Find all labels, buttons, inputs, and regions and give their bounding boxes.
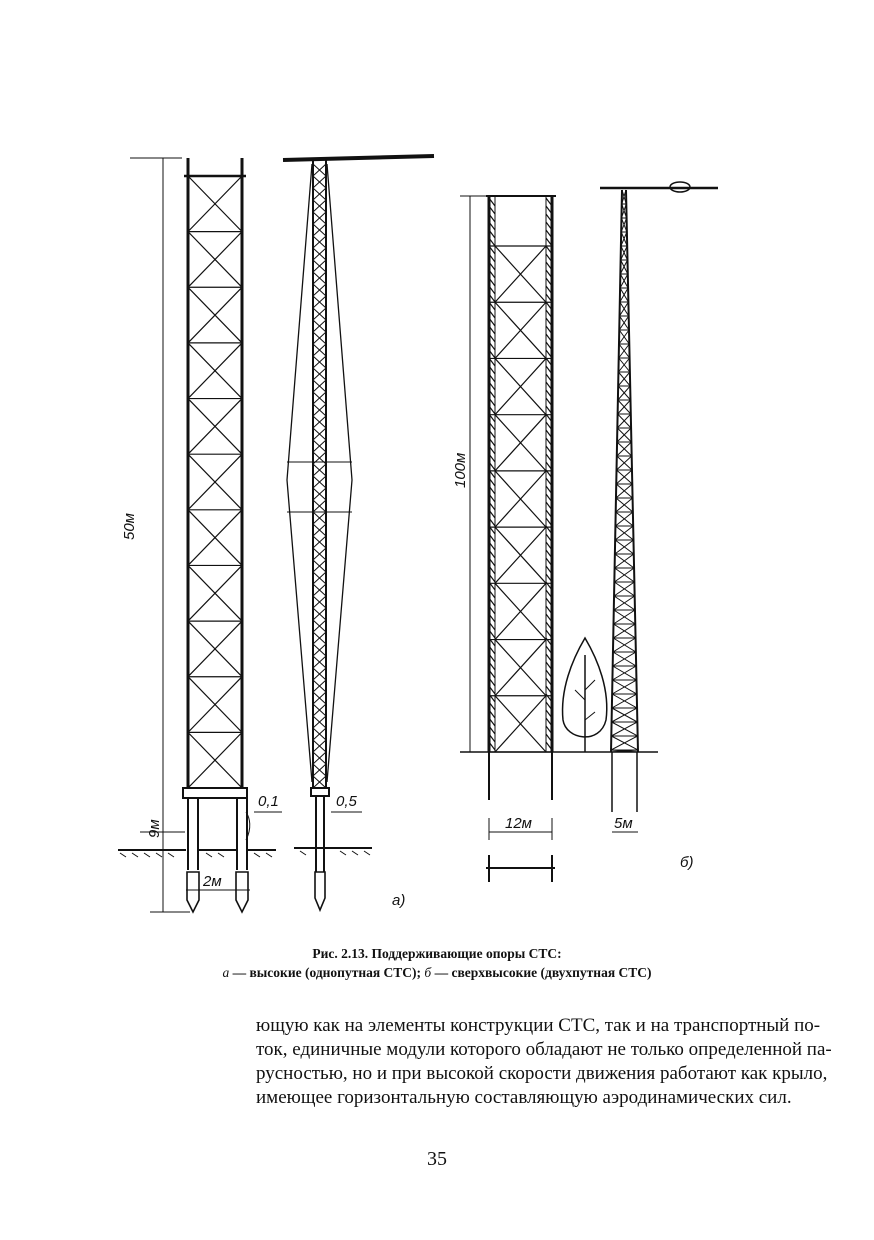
panel-label-a: а) [392, 892, 406, 909]
caption-a-text: — высокие (однопутная СТС); [229, 965, 425, 980]
dim-label-50m: 50м [121, 513, 138, 540]
body-line: русностью, но и при высокой скорости движения работают как крыло, [256, 1063, 828, 1084]
body-line: ющую как на элементы конструкции СТС, так и на транспортный по- [256, 1015, 821, 1036]
dim-label-12m: 12м [505, 815, 532, 832]
caption-title: Рис. 2.13. Поддерживающие опоры СТС: [312, 946, 562, 961]
dim-label-100m: 100м [452, 452, 469, 488]
tower-b-wide [486, 196, 556, 882]
caption-b-text: — сверхвысокие (двухпутная СТС) [431, 965, 652, 980]
tower-b-slender [600, 182, 718, 812]
caption-a-letter: а [222, 965, 230, 980]
tree-icon [563, 638, 607, 752]
dim-label-5m: 5м [614, 815, 633, 832]
tower-a-wide [183, 158, 248, 912]
dim-label-0-5: 0,5 [336, 793, 357, 810]
caption-b-letter: б [424, 965, 432, 980]
dim-label-2m: 2м [203, 873, 222, 890]
tower-a-slender [283, 156, 434, 910]
dim-label-0-1: 0,1 [258, 793, 279, 810]
dim-label-9m: 9м [146, 819, 163, 838]
body-line: ток, единичные модули которого обладают не только определенной па- [256, 1039, 832, 1060]
body-paragraph [256, 1014, 832, 1110]
caption-legend [150, 963, 724, 982]
ground-line-a [118, 848, 372, 857]
figure-caption [150, 944, 724, 982]
panel-label-b: б) [680, 854, 694, 871]
page-number: 35 [427, 1148, 447, 1170]
body-line: имеющее горизонтальную составляющую аэродинамических сил. [256, 1087, 792, 1108]
